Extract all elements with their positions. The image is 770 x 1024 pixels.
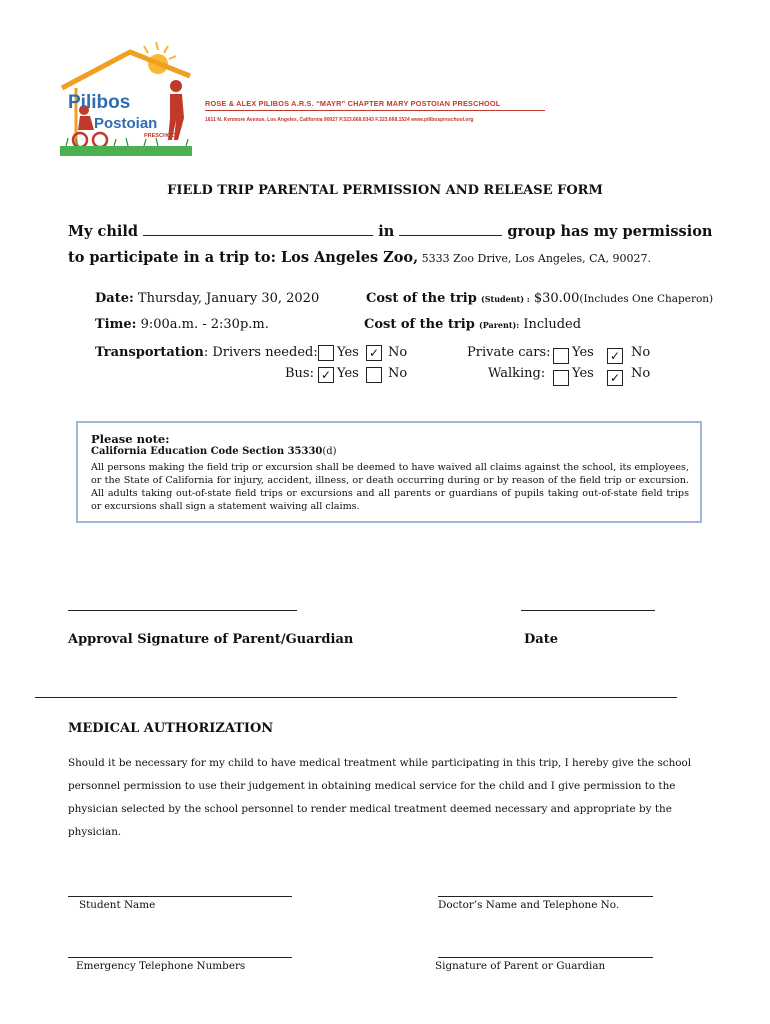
transport-label: Transportation [95, 345, 204, 360]
bus-no-label: No [388, 366, 408, 381]
form-title: FIELD TRIP PARENTAL PERMISSION AND RELEASE FORM [167, 183, 603, 198]
walking-no-checkbox[interactable]: ✓ [607, 370, 623, 386]
note-body: All persons making the field trip or excursion shall be deemed to have waived all claims against the school, its employees, or the State of California for injury, accident, illness, or death occurring during or by reason of the field trip or excursion. All adults taking out-of-state field trips or excursions and all parents or guardians of pupils taking out-of-state field trips or excursions shall sign a statement waiving all claims. [91, 462, 689, 512]
cost-parent-label: Cost of the trip [364, 317, 475, 332]
bus-label: Bus: [285, 366, 314, 381]
education-code-section: California Education Code Section 35330 [91, 446, 323, 457]
time-label: Time: [95, 317, 137, 332]
note-title: Please note: [91, 432, 170, 446]
cost-parent-row [364, 317, 581, 332]
cost-student-qualifier: (Student) : [480, 294, 530, 304]
permission-line-1 [68, 223, 712, 240]
time-value: 9:00a.m. - 2:30p.m. [136, 317, 269, 332]
trip-address: 5333 Zoo Drive, Los Angeles, CA, 90027. [418, 252, 651, 265]
private-cars-label: Private cars: [467, 345, 551, 360]
cost-parent-qualifier: (Parent): [478, 320, 520, 330]
private-cars-yes-label: Yes [572, 345, 594, 360]
private-cars-yes-checkbox[interactable] [553, 348, 569, 364]
school-logo [58, 40, 194, 158]
logo-text-preschool: PRESCHOOL [144, 133, 179, 139]
section-divider [35, 697, 677, 698]
child-name-field[interactable] [143, 223, 373, 236]
emergency-phone-label: Emergency Telephone Numbers [76, 960, 246, 972]
bus-no-checkbox[interactable] [366, 367, 382, 383]
date-label: Date: [95, 291, 134, 306]
school-address: 1611 N. Kenmore Avenue, Los Angeles, California 90027 P.323.668.0343 F.323.668.1524 www.pilibospreschool.org [205, 117, 474, 123]
approval-date-field[interactable] [521, 610, 655, 611]
drivers-yes-label: Yes [337, 345, 359, 360]
cost-parent-value: Included [519, 317, 582, 332]
parent-signature-field[interactable] [438, 957, 653, 958]
date-row [95, 291, 319, 306]
cost-student-note: (Includes One Chaperon) [579, 293, 714, 305]
drivers-no-label: No [388, 345, 408, 360]
private-cars-no-label: No [631, 345, 651, 360]
bus-yes-label: Yes [337, 366, 359, 381]
date-value: Thursday, January 30, 2020 [133, 291, 320, 306]
drivers-yes-checkbox[interactable] [318, 345, 334, 361]
doctor-field[interactable] [438, 896, 653, 897]
group-field[interactable] [399, 223, 502, 236]
bus-yes-checkbox[interactable]: ✓ [318, 367, 334, 383]
medical-body: Should it be necessary for my child to have medical treatment while participating in this trip, I hereby give the school personnel permission to use their judgement in obtaining medical service for the child and I give permission to the physician selected by the school personnel to render medical treatment deemed necessary and appropriate by the physician. [68, 757, 692, 838]
cost-student-label: Cost of the trip [366, 291, 477, 306]
cost-student-row [366, 291, 713, 306]
medical-title: MEDICAL AUTHORIZATION [68, 721, 274, 736]
walking-yes-label: Yes [572, 366, 594, 381]
permission-line-2 [68, 249, 651, 266]
logo-text-postoian: Postoian [94, 115, 158, 132]
header-divider [205, 110, 545, 111]
approval-signature-field[interactable] [68, 610, 297, 611]
approval-date-label: Date [524, 632, 558, 647]
student-name-label: Student Name [79, 899, 156, 911]
transport-row [95, 345, 318, 360]
cost-student-value: $30.00 [529, 291, 580, 306]
private-cars-no-checkbox[interactable]: ✓ [607, 348, 623, 364]
education-code-subsection: (d) [322, 446, 337, 457]
my-child-label: My child [68, 223, 139, 240]
walking-yes-checkbox[interactable] [553, 370, 569, 386]
school-name: ROSE & ALEX PILIBOS A.R.S. “MAYR” CHAPTER MARY POSTOIAN PRESCHOOL [205, 99, 501, 108]
group-permission-label: group has my permission [507, 223, 713, 240]
emergency-phone-field[interactable] [68, 957, 292, 958]
walking-no-label: No [631, 366, 651, 381]
time-row [95, 317, 269, 332]
doctor-label: Doctor’s Name and Telephone No. [438, 899, 620, 911]
parent-signature-label: Signature of Parent or Guardian [435, 960, 606, 972]
approval-signature-label: Approval Signature of Parent/Guardian [68, 632, 354, 647]
walking-label: Walking: [488, 366, 546, 381]
drivers-needed-label: : Drivers needed: [203, 345, 318, 360]
education-code-ref [91, 446, 337, 457]
student-name-field[interactable] [68, 896, 292, 897]
drivers-no-checkbox[interactable]: ✓ [366, 345, 382, 361]
in-label: in [378, 223, 395, 240]
logo-text-pilibos: Pilibos [68, 92, 131, 113]
trip-destination: to participate in a trip to: Los Angeles Zoo, [68, 249, 419, 266]
